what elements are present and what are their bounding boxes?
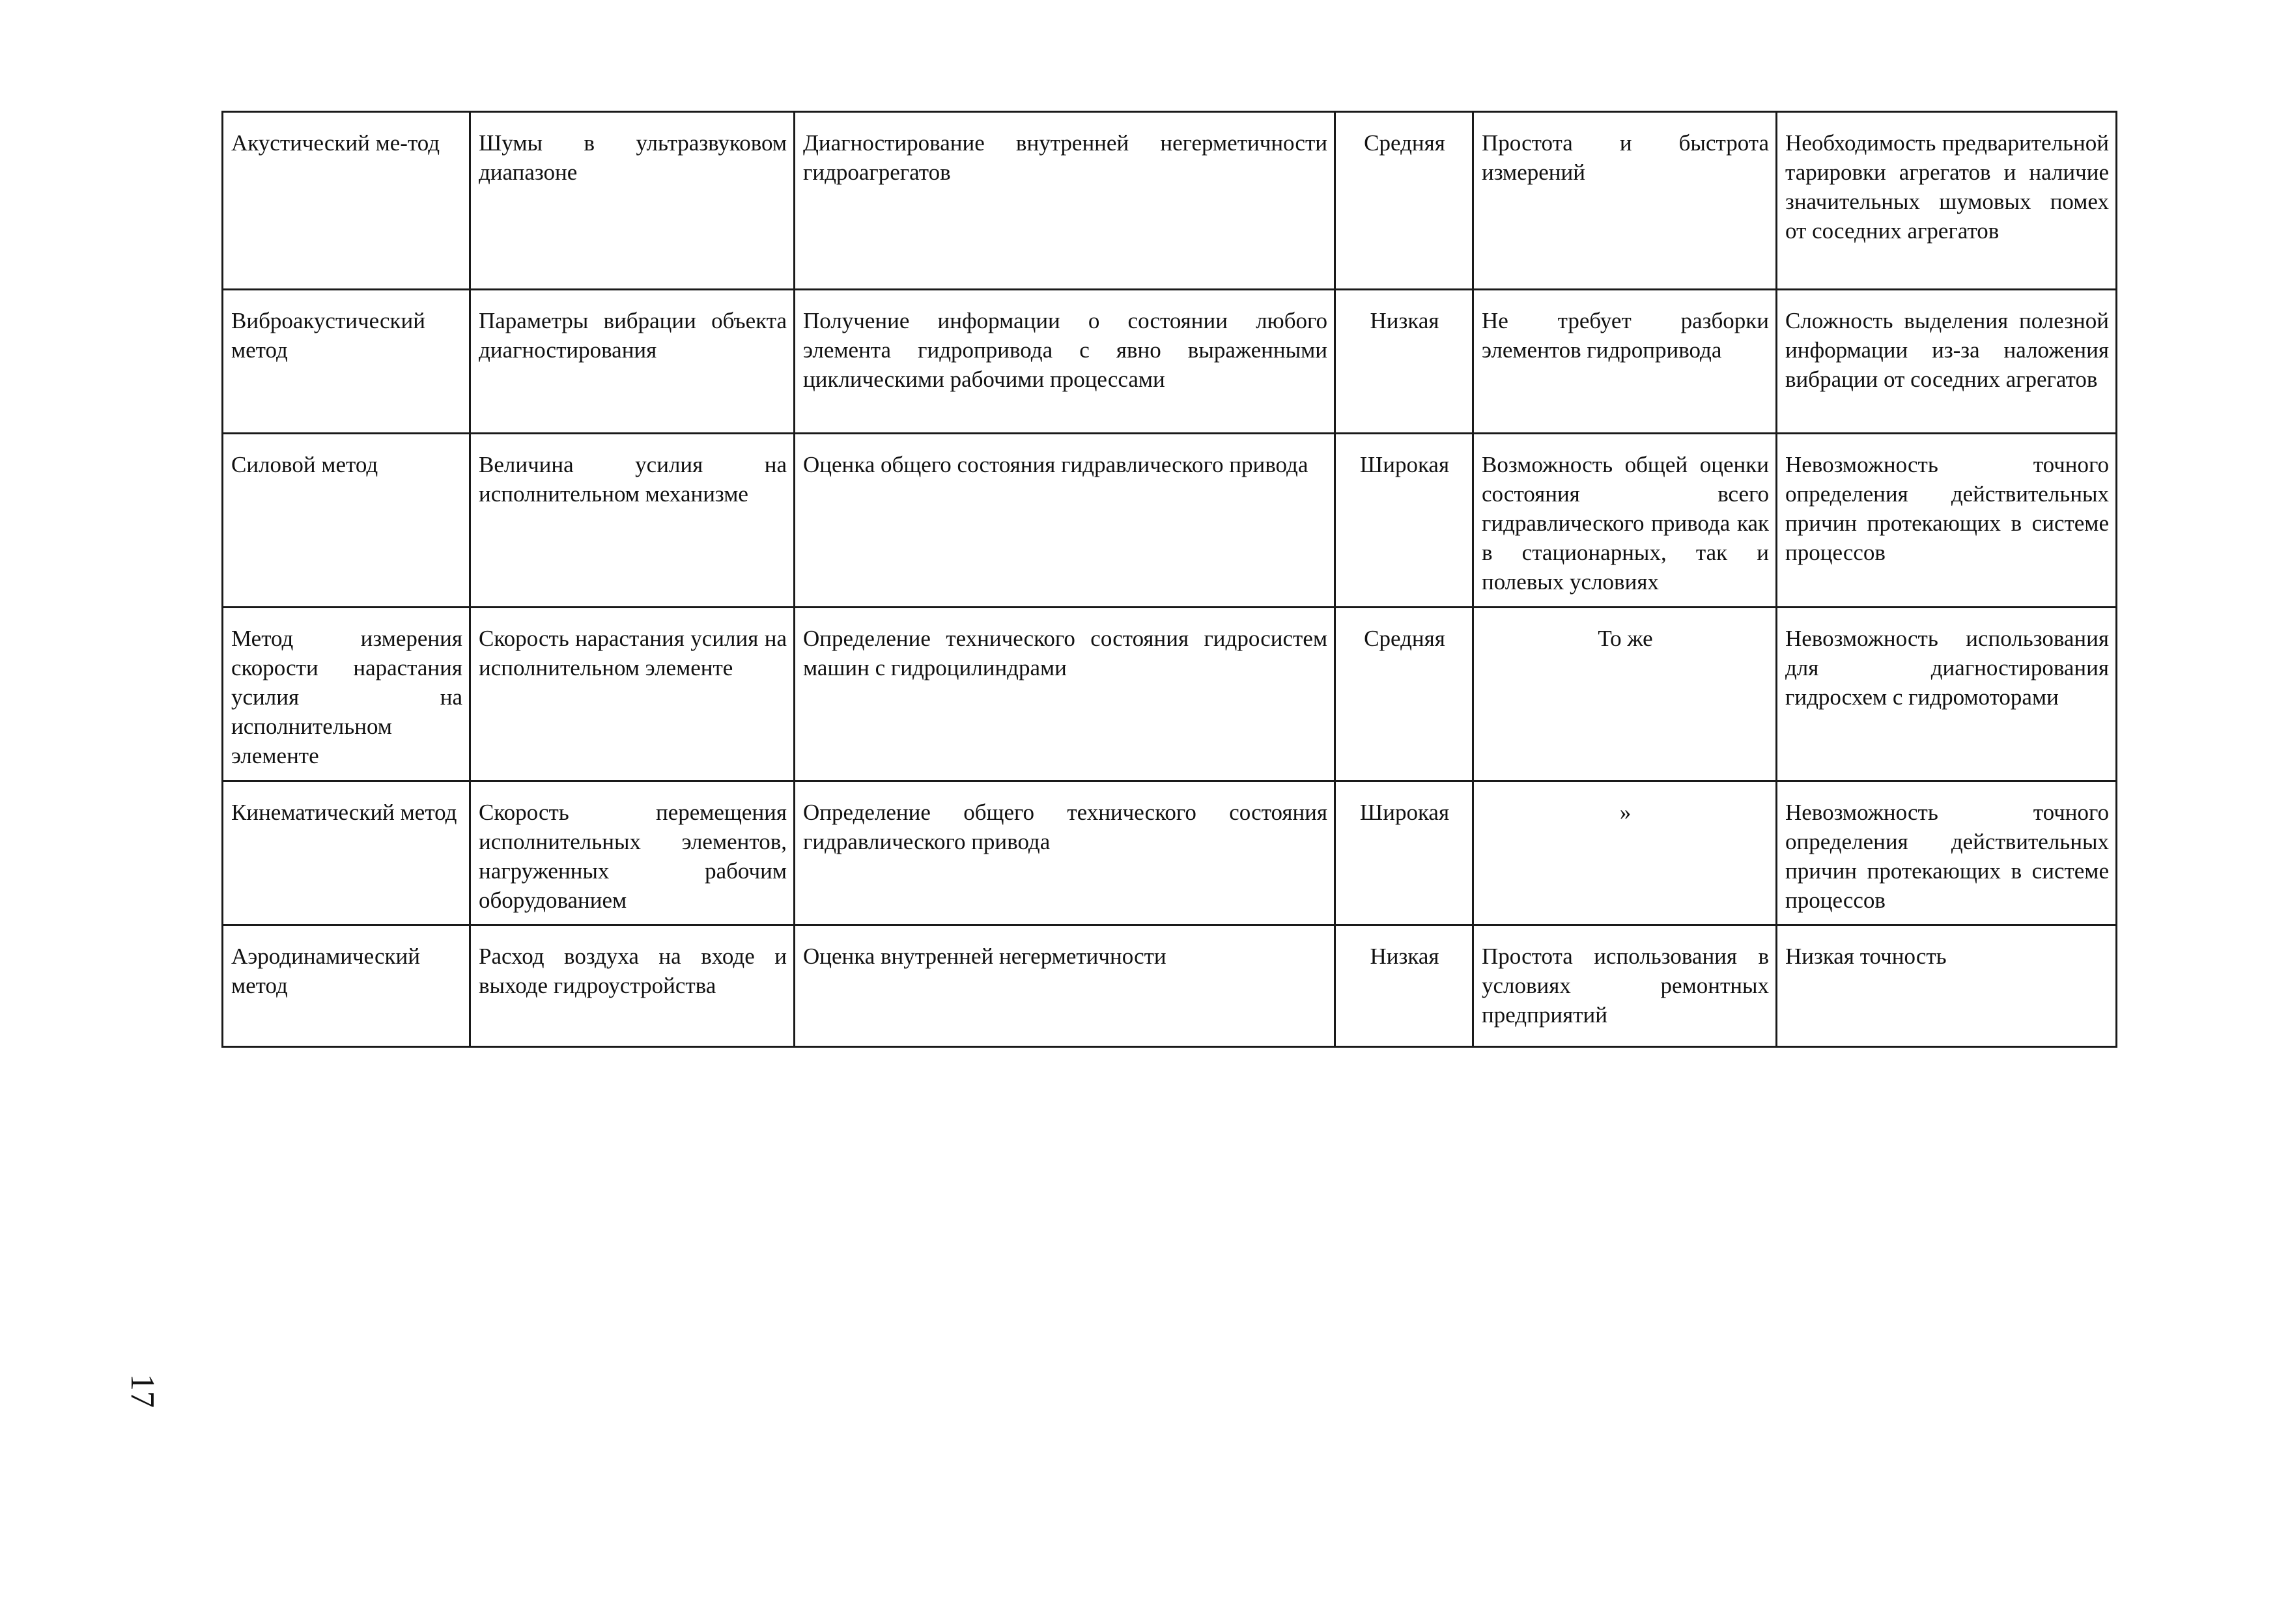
scope-cell: Низкая bbox=[1335, 925, 1473, 1047]
advantages-cell: » bbox=[1473, 781, 1777, 925]
disadvantages-cell: Невозможность точного определения действительных причин протекающих в системе процессов bbox=[1777, 434, 2117, 608]
application-cell: Диагностирование внутренней негерметичности гидроагрегатов bbox=[795, 112, 1335, 290]
scope-cell: Широкая bbox=[1335, 434, 1473, 608]
method-cell: Виброакустический метод bbox=[223, 290, 470, 434]
parameter-cell: Параметры вибрации объекта диагностирования bbox=[470, 290, 795, 434]
application-cell: Оценка внутренней негерметичности bbox=[795, 925, 1335, 1047]
application-cell: Получение информации о состоянии любого элемента гидропривода с явно выраженными циклическими рабочими процессами bbox=[795, 290, 1335, 434]
method-cell: Силовой метод bbox=[223, 434, 470, 608]
application-cell: Оценка общего состояния гидравлического привода bbox=[795, 434, 1335, 608]
scope-cell: Средняя bbox=[1335, 608, 1473, 781]
disadvantages-cell: Невозможность использования для диагностирования гидросхем с гидромоторами bbox=[1777, 608, 2117, 781]
methods-table bbox=[221, 111, 2117, 1048]
table-row bbox=[223, 608, 2117, 781]
parameter-cell: Шумы в ультразвуковом диапазоне bbox=[470, 112, 795, 290]
method-cell: Метод измерения скорости нарастания усилия на исполнительном элементе bbox=[223, 608, 470, 781]
disadvantages-cell: Невозможность точного определения действительных причин протекающих в системе процессов bbox=[1777, 781, 2117, 925]
table-row bbox=[223, 781, 2117, 925]
disadvantages-cell: Сложность выделения полезной информации из-за наложения вибрации от соседних агрегатов bbox=[1777, 290, 2117, 434]
parameter-cell: Расход воздуха на входе и выходе гидроустройства bbox=[470, 925, 795, 1047]
parameter-cell: Величина усилия на исполнительном механизме bbox=[470, 434, 795, 608]
disadvantages-cell: Необходимость предварительной тарировки агрегатов и наличие значительных шумовых помех от соседних агрегатов bbox=[1777, 112, 2117, 290]
table-row bbox=[223, 290, 2117, 434]
method-cell: Аэродинамический метод bbox=[223, 925, 470, 1047]
method-cell: Кинематический метод bbox=[223, 781, 470, 925]
scope-cell: Низкая bbox=[1335, 290, 1473, 434]
table-row bbox=[223, 112, 2117, 290]
advantages-cell: Простота и быстрота измерений bbox=[1473, 112, 1777, 290]
table-row bbox=[223, 434, 2117, 608]
method-cell: Акустический ме-тод bbox=[223, 112, 470, 290]
disadvantages-cell: Низкая точность bbox=[1777, 925, 2117, 1047]
parameter-cell: Скорость нарастания усилия на исполнительном элементе bbox=[470, 608, 795, 781]
advantages-cell: Простота использования в условиях ремонтных предприятий bbox=[1473, 925, 1777, 1047]
page-number: 17 bbox=[124, 1374, 161, 1408]
application-cell: Определение общего технического состояния гидравлического привода bbox=[795, 781, 1335, 925]
parameter-cell: Скорость перемещения исполнительных элементов, нагруженных рабочим оборудованием bbox=[470, 781, 795, 925]
advantages-cell: Не требует разборки элементов гидропривода bbox=[1473, 290, 1777, 434]
scope-cell: Широкая bbox=[1335, 781, 1473, 925]
application-cell: Определение технического состояния гидросистем машин с гидроцилиндрами bbox=[795, 608, 1335, 781]
advantages-cell: То же bbox=[1473, 608, 1777, 781]
advantages-cell: Возможность общей оценки состояния всего гидравлического привода как в стационарных, так и полевых условиях bbox=[1473, 434, 1777, 608]
table-row bbox=[223, 925, 2117, 1047]
scope-cell: Средняя bbox=[1335, 112, 1473, 290]
